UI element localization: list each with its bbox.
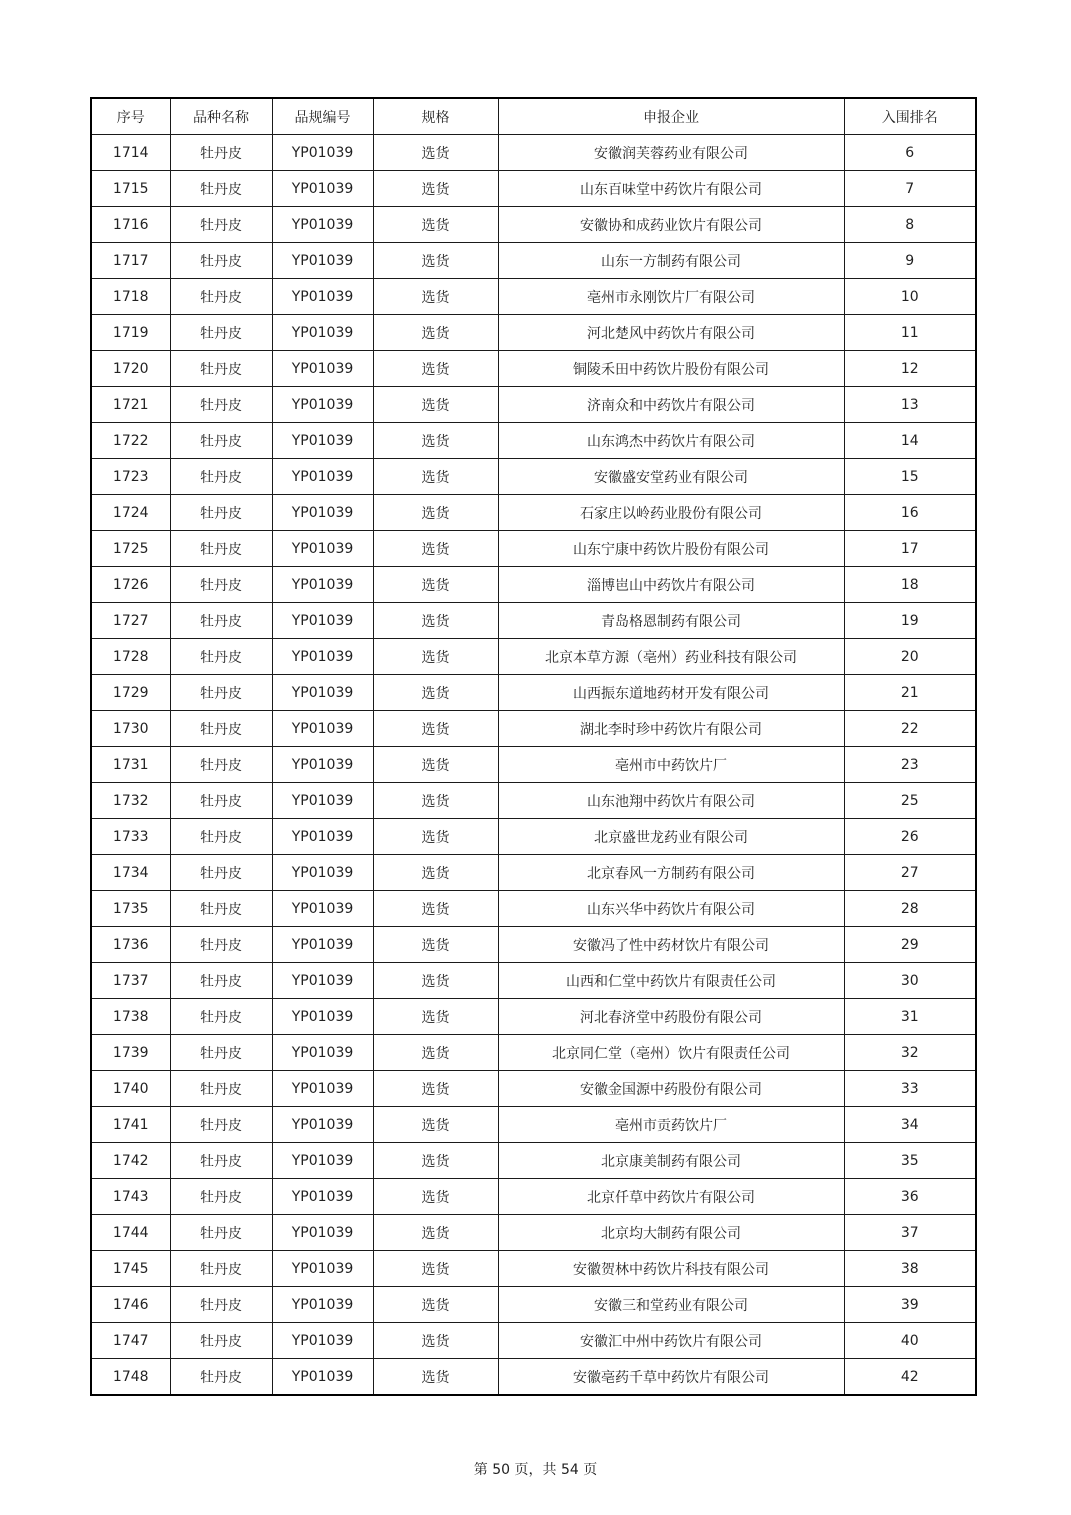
table-row — [91, 171, 976, 207]
cell-variety-name: 牡丹皮 — [170, 1323, 272, 1359]
cell-variety-name: 牡丹皮 — [170, 315, 272, 351]
cell-company: 河北春济堂中药股份有限公司 — [498, 999, 844, 1035]
cell-variety-name: 牡丹皮 — [170, 963, 272, 999]
cell-rank: 30 — [844, 963, 976, 999]
cell-variety-name: 牡丹皮 — [170, 135, 272, 171]
cell-variety-name: 牡丹皮 — [170, 1143, 272, 1179]
table-row — [91, 999, 976, 1035]
cell-variety-name: 牡丹皮 — [170, 567, 272, 603]
cell-spec-code: YP01039 — [272, 1323, 373, 1359]
cell-spec: 选货 — [373, 423, 498, 459]
cell-company: 北京同仁堂（亳州）饮片有限责任公司 — [498, 1035, 844, 1071]
cell-spec-code: YP01039 — [272, 927, 373, 963]
cell-company: 铜陵禾田中药饮片股份有限公司 — [498, 351, 844, 387]
cell-company: 北京康美制药有限公司 — [498, 1143, 844, 1179]
cell-rank: 32 — [844, 1035, 976, 1071]
cell-seq: 1731 — [91, 747, 170, 783]
cell-variety-name: 牡丹皮 — [170, 351, 272, 387]
cell-company: 北京仟草中药饮片有限公司 — [498, 1179, 844, 1215]
cell-spec: 选货 — [373, 1179, 498, 1215]
cell-seq: 1721 — [91, 387, 170, 423]
cell-company: 济南众和中药饮片有限公司 — [498, 387, 844, 423]
cell-spec: 选货 — [373, 1143, 498, 1179]
cell-variety-name: 牡丹皮 — [170, 603, 272, 639]
cell-spec: 选货 — [373, 1071, 498, 1107]
table-row — [91, 819, 976, 855]
table-row — [91, 639, 976, 675]
table-row — [91, 1071, 976, 1107]
cell-seq: 1744 — [91, 1215, 170, 1251]
cell-seq: 1729 — [91, 675, 170, 711]
cell-seq: 1722 — [91, 423, 170, 459]
header-company: 申报企业 — [498, 98, 844, 135]
cell-seq: 1723 — [91, 459, 170, 495]
cell-seq: 1734 — [91, 855, 170, 891]
cell-seq: 1735 — [91, 891, 170, 927]
cell-company: 安徽盛安堂药业有限公司 — [498, 459, 844, 495]
cell-variety-name: 牡丹皮 — [170, 891, 272, 927]
cell-seq: 1742 — [91, 1143, 170, 1179]
cell-rank: 14 — [844, 423, 976, 459]
cell-spec-code: YP01039 — [272, 1179, 373, 1215]
header-rank: 入围排名 — [844, 98, 976, 135]
cell-seq: 1748 — [91, 1359, 170, 1396]
table-row — [91, 243, 976, 279]
header-variety-name: 品种名称 — [170, 98, 272, 135]
cell-variety-name: 牡丹皮 — [170, 1215, 272, 1251]
cell-spec-code: YP01039 — [272, 495, 373, 531]
cell-seq: 1733 — [91, 819, 170, 855]
cell-seq: 1717 — [91, 243, 170, 279]
cell-rank: 34 — [844, 1107, 976, 1143]
table-row — [91, 279, 976, 315]
cell-spec: 选货 — [373, 351, 498, 387]
table-row — [91, 135, 976, 171]
cell-spec-code: YP01039 — [272, 1359, 373, 1396]
cell-spec-code: YP01039 — [272, 855, 373, 891]
table-row — [91, 1107, 976, 1143]
cell-rank: 18 — [844, 567, 976, 603]
table-row — [91, 1035, 976, 1071]
cell-spec-code: YP01039 — [272, 279, 373, 315]
cell-spec: 选货 — [373, 675, 498, 711]
table-row — [91, 1323, 976, 1359]
cell-company: 安徽贺林中药饮片科技有限公司 — [498, 1251, 844, 1287]
cell-rank: 19 — [844, 603, 976, 639]
cell-seq: 1738 — [91, 999, 170, 1035]
cell-rank: 22 — [844, 711, 976, 747]
cell-spec: 选货 — [373, 999, 498, 1035]
table-row — [91, 423, 976, 459]
cell-spec: 选货 — [373, 927, 498, 963]
table-row — [91, 603, 976, 639]
cell-company: 安徽汇中州中药饮片有限公司 — [498, 1323, 844, 1359]
table-row — [91, 1359, 976, 1396]
cell-variety-name: 牡丹皮 — [170, 1035, 272, 1071]
cell-rank: 40 — [844, 1323, 976, 1359]
cell-spec: 选货 — [373, 819, 498, 855]
cell-company: 亳州市永刚饮片厂有限公司 — [498, 279, 844, 315]
cell-seq: 1728 — [91, 639, 170, 675]
cell-variety-name: 牡丹皮 — [170, 1359, 272, 1396]
cell-spec: 选货 — [373, 387, 498, 423]
cell-spec-code: YP01039 — [272, 315, 373, 351]
cell-spec-code: YP01039 — [272, 387, 373, 423]
cell-company: 北京均大制药有限公司 — [498, 1215, 844, 1251]
cell-spec-code: YP01039 — [272, 171, 373, 207]
table-row — [91, 1179, 976, 1215]
cell-company: 安徽三和堂药业有限公司 — [498, 1287, 844, 1323]
cell-spec-code: YP01039 — [272, 603, 373, 639]
cell-seq: 1745 — [91, 1251, 170, 1287]
cell-variety-name: 牡丹皮 — [170, 171, 272, 207]
cell-company: 山西振东道地药材开发有限公司 — [498, 675, 844, 711]
cell-variety-name: 牡丹皮 — [170, 423, 272, 459]
cell-spec-code: YP01039 — [272, 891, 373, 927]
table-row — [91, 891, 976, 927]
cell-variety-name: 牡丹皮 — [170, 387, 272, 423]
cell-rank: 8 — [844, 207, 976, 243]
cell-variety-name: 牡丹皮 — [170, 1251, 272, 1287]
cell-spec: 选货 — [373, 315, 498, 351]
cell-spec: 选货 — [373, 279, 498, 315]
cell-spec-code: YP01039 — [272, 243, 373, 279]
cell-spec-code: YP01039 — [272, 783, 373, 819]
cell-company: 北京盛世龙药业有限公司 — [498, 819, 844, 855]
cell-rank: 12 — [844, 351, 976, 387]
cell-spec: 选货 — [373, 135, 498, 171]
cell-spec: 选货 — [373, 1215, 498, 1251]
cell-company: 北京春风一方制药有限公司 — [498, 855, 844, 891]
cell-spec: 选货 — [373, 603, 498, 639]
cell-spec: 选货 — [373, 747, 498, 783]
page-number: 第 50 页，共 54 页 — [473, 1462, 598, 1478]
cell-company: 山东鸿杰中药饮片有限公司 — [498, 423, 844, 459]
cell-rank: 21 — [844, 675, 976, 711]
cell-spec-code: YP01039 — [272, 1107, 373, 1143]
cell-rank: 13 — [844, 387, 976, 423]
cell-rank: 33 — [844, 1071, 976, 1107]
cell-spec-code: YP01039 — [272, 567, 373, 603]
cell-seq: 1739 — [91, 1035, 170, 1071]
cell-spec: 选货 — [373, 855, 498, 891]
cell-variety-name: 牡丹皮 — [170, 639, 272, 675]
cell-spec-code: YP01039 — [272, 135, 373, 171]
table-body — [91, 135, 976, 1396]
cell-spec: 选货 — [373, 495, 498, 531]
cell-rank: 29 — [844, 927, 976, 963]
cell-seq: 1747 — [91, 1323, 170, 1359]
cell-company: 亳州市中药饮片厂 — [498, 747, 844, 783]
cell-rank: 16 — [844, 495, 976, 531]
cell-rank: 37 — [844, 1215, 976, 1251]
cell-variety-name: 牡丹皮 — [170, 459, 272, 495]
cell-spec-code: YP01039 — [272, 1215, 373, 1251]
cell-spec: 选货 — [373, 207, 498, 243]
cell-spec: 选货 — [373, 459, 498, 495]
cell-variety-name: 牡丹皮 — [170, 279, 272, 315]
cell-spec-code: YP01039 — [272, 639, 373, 675]
cell-seq: 1730 — [91, 711, 170, 747]
cell-seq: 1726 — [91, 567, 170, 603]
cell-spec: 选货 — [373, 1035, 498, 1071]
cell-seq: 1719 — [91, 315, 170, 351]
cell-company: 淄博岜山中药饮片有限公司 — [498, 567, 844, 603]
cell-spec: 选货 — [373, 531, 498, 567]
cell-variety-name: 牡丹皮 — [170, 855, 272, 891]
header-spec-code: 品规编号 — [272, 98, 373, 135]
header-spec: 规格 — [373, 98, 498, 135]
cell-company: 亳州市贡药饮片厂 — [498, 1107, 844, 1143]
cell-seq: 1740 — [91, 1071, 170, 1107]
cell-seq: 1746 — [91, 1287, 170, 1323]
cell-rank: 10 — [844, 279, 976, 315]
cell-rank: 35 — [844, 1143, 976, 1179]
cell-variety-name: 牡丹皮 — [170, 1071, 272, 1107]
table-row — [91, 783, 976, 819]
table-row — [91, 351, 976, 387]
cell-spec: 选货 — [373, 1107, 498, 1143]
cell-spec: 选货 — [373, 783, 498, 819]
cell-variety-name: 牡丹皮 — [170, 207, 272, 243]
cell-seq: 1724 — [91, 495, 170, 531]
table-row — [91, 855, 976, 891]
cell-spec: 选货 — [373, 567, 498, 603]
cell-company: 安徽协和成药业饮片有限公司 — [498, 207, 844, 243]
cell-rank: 6 — [844, 135, 976, 171]
cell-spec: 选货 — [373, 171, 498, 207]
cell-company: 青岛格恩制药有限公司 — [498, 603, 844, 639]
table-row — [91, 927, 976, 963]
cell-variety-name: 牡丹皮 — [170, 1179, 272, 1215]
cell-company: 安徽亳药千草中药饮片有限公司 — [498, 1359, 844, 1396]
header-row — [91, 98, 976, 135]
cell-seq: 1743 — [91, 1179, 170, 1215]
table-row — [91, 567, 976, 603]
cell-spec: 选货 — [373, 891, 498, 927]
table-row — [91, 711, 976, 747]
cell-company: 湖北李时珍中药饮片有限公司 — [498, 711, 844, 747]
cell-variety-name: 牡丹皮 — [170, 1287, 272, 1323]
cell-seq: 1718 — [91, 279, 170, 315]
cell-seq: 1715 — [91, 171, 170, 207]
cell-rank: 11 — [844, 315, 976, 351]
cell-company: 山东宁康中药饮片股份有限公司 — [498, 531, 844, 567]
cell-spec-code: YP01039 — [272, 351, 373, 387]
cell-variety-name: 牡丹皮 — [170, 927, 272, 963]
cell-spec-code: YP01039 — [272, 207, 373, 243]
cell-company: 安徽润芙蓉药业有限公司 — [498, 135, 844, 171]
table-row — [91, 459, 976, 495]
cell-spec-code: YP01039 — [272, 1287, 373, 1323]
cell-company: 山东池翔中药饮片有限公司 — [498, 783, 844, 819]
cell-variety-name: 牡丹皮 — [170, 747, 272, 783]
table-row — [91, 387, 976, 423]
cell-spec-code: YP01039 — [272, 675, 373, 711]
table-row — [91, 675, 976, 711]
cell-company: 石家庄以岭药业股份有限公司 — [498, 495, 844, 531]
cell-spec: 选货 — [373, 1287, 498, 1323]
cell-variety-name: 牡丹皮 — [170, 243, 272, 279]
cell-seq: 1714 — [91, 135, 170, 171]
cell-seq: 1737 — [91, 963, 170, 999]
cell-company: 安徽冯了性中药材饮片有限公司 — [498, 927, 844, 963]
cell-spec-code: YP01039 — [272, 1035, 373, 1071]
cell-company: 山东兴华中药饮片有限公司 — [498, 891, 844, 927]
cell-seq: 1720 — [91, 351, 170, 387]
table-row — [91, 207, 976, 243]
cell-spec: 选货 — [373, 963, 498, 999]
table-row — [91, 1251, 976, 1287]
cell-spec-code: YP01039 — [272, 999, 373, 1035]
table-header — [91, 98, 976, 135]
cell-rank: 23 — [844, 747, 976, 783]
results-table — [90, 97, 977, 1396]
cell-variety-name: 牡丹皮 — [170, 1107, 272, 1143]
cell-rank: 27 — [844, 855, 976, 891]
cell-variety-name: 牡丹皮 — [170, 711, 272, 747]
cell-rank: 39 — [844, 1287, 976, 1323]
cell-rank: 20 — [844, 639, 976, 675]
table-row — [91, 1287, 976, 1323]
cell-company: 山西和仁堂中药饮片有限责任公司 — [498, 963, 844, 999]
table-row — [91, 747, 976, 783]
cell-seq: 1741 — [91, 1107, 170, 1143]
cell-spec: 选货 — [373, 243, 498, 279]
cell-spec: 选货 — [373, 711, 498, 747]
cell-variety-name: 牡丹皮 — [170, 999, 272, 1035]
cell-spec-code: YP01039 — [272, 1143, 373, 1179]
cell-variety-name: 牡丹皮 — [170, 531, 272, 567]
cell-rank: 25 — [844, 783, 976, 819]
cell-rank: 28 — [844, 891, 976, 927]
cell-rank: 9 — [844, 243, 976, 279]
cell-spec-code: YP01039 — [272, 1071, 373, 1107]
cell-variety-name: 牡丹皮 — [170, 495, 272, 531]
cell-spec-code: YP01039 — [272, 747, 373, 783]
cell-rank: 17 — [844, 531, 976, 567]
cell-seq: 1732 — [91, 783, 170, 819]
cell-company: 北京本草方源（亳州）药业科技有限公司 — [498, 639, 844, 675]
cell-rank: 7 — [844, 171, 976, 207]
cell-spec-code: YP01039 — [272, 531, 373, 567]
table-row — [91, 531, 976, 567]
table-row — [91, 963, 976, 999]
cell-variety-name: 牡丹皮 — [170, 783, 272, 819]
table-row — [91, 1143, 976, 1179]
cell-rank: 31 — [844, 999, 976, 1035]
cell-spec-code: YP01039 — [272, 423, 373, 459]
table-row — [91, 1215, 976, 1251]
cell-spec: 选货 — [373, 639, 498, 675]
cell-seq: 1716 — [91, 207, 170, 243]
cell-rank: 26 — [844, 819, 976, 855]
cell-seq: 1736 — [91, 927, 170, 963]
table-row — [91, 315, 976, 351]
cell-spec-code: YP01039 — [272, 963, 373, 999]
cell-rank: 38 — [844, 1251, 976, 1287]
cell-spec-code: YP01039 — [272, 459, 373, 495]
cell-seq: 1727 — [91, 603, 170, 639]
table-row — [91, 495, 976, 531]
cell-rank: 36 — [844, 1179, 976, 1215]
cell-spec-code: YP01039 — [272, 711, 373, 747]
cell-variety-name: 牡丹皮 — [170, 675, 272, 711]
cell-seq: 1725 — [91, 531, 170, 567]
cell-rank: 15 — [844, 459, 976, 495]
cell-spec-code: YP01039 — [272, 1251, 373, 1287]
cell-company: 山东一方制药有限公司 — [498, 243, 844, 279]
cell-spec: 选货 — [373, 1323, 498, 1359]
cell-rank: 42 — [844, 1359, 976, 1396]
cell-variety-name: 牡丹皮 — [170, 819, 272, 855]
header-seq: 序号 — [91, 98, 170, 135]
cell-spec: 选货 — [373, 1359, 498, 1396]
cell-spec-code: YP01039 — [272, 819, 373, 855]
cell-company: 安徽金国源中药股份有限公司 — [498, 1071, 844, 1107]
cell-company: 山东百味堂中药饮片有限公司 — [498, 171, 844, 207]
cell-spec: 选货 — [373, 1251, 498, 1287]
cell-company: 河北楚风中药饮片有限公司 — [498, 315, 844, 351]
